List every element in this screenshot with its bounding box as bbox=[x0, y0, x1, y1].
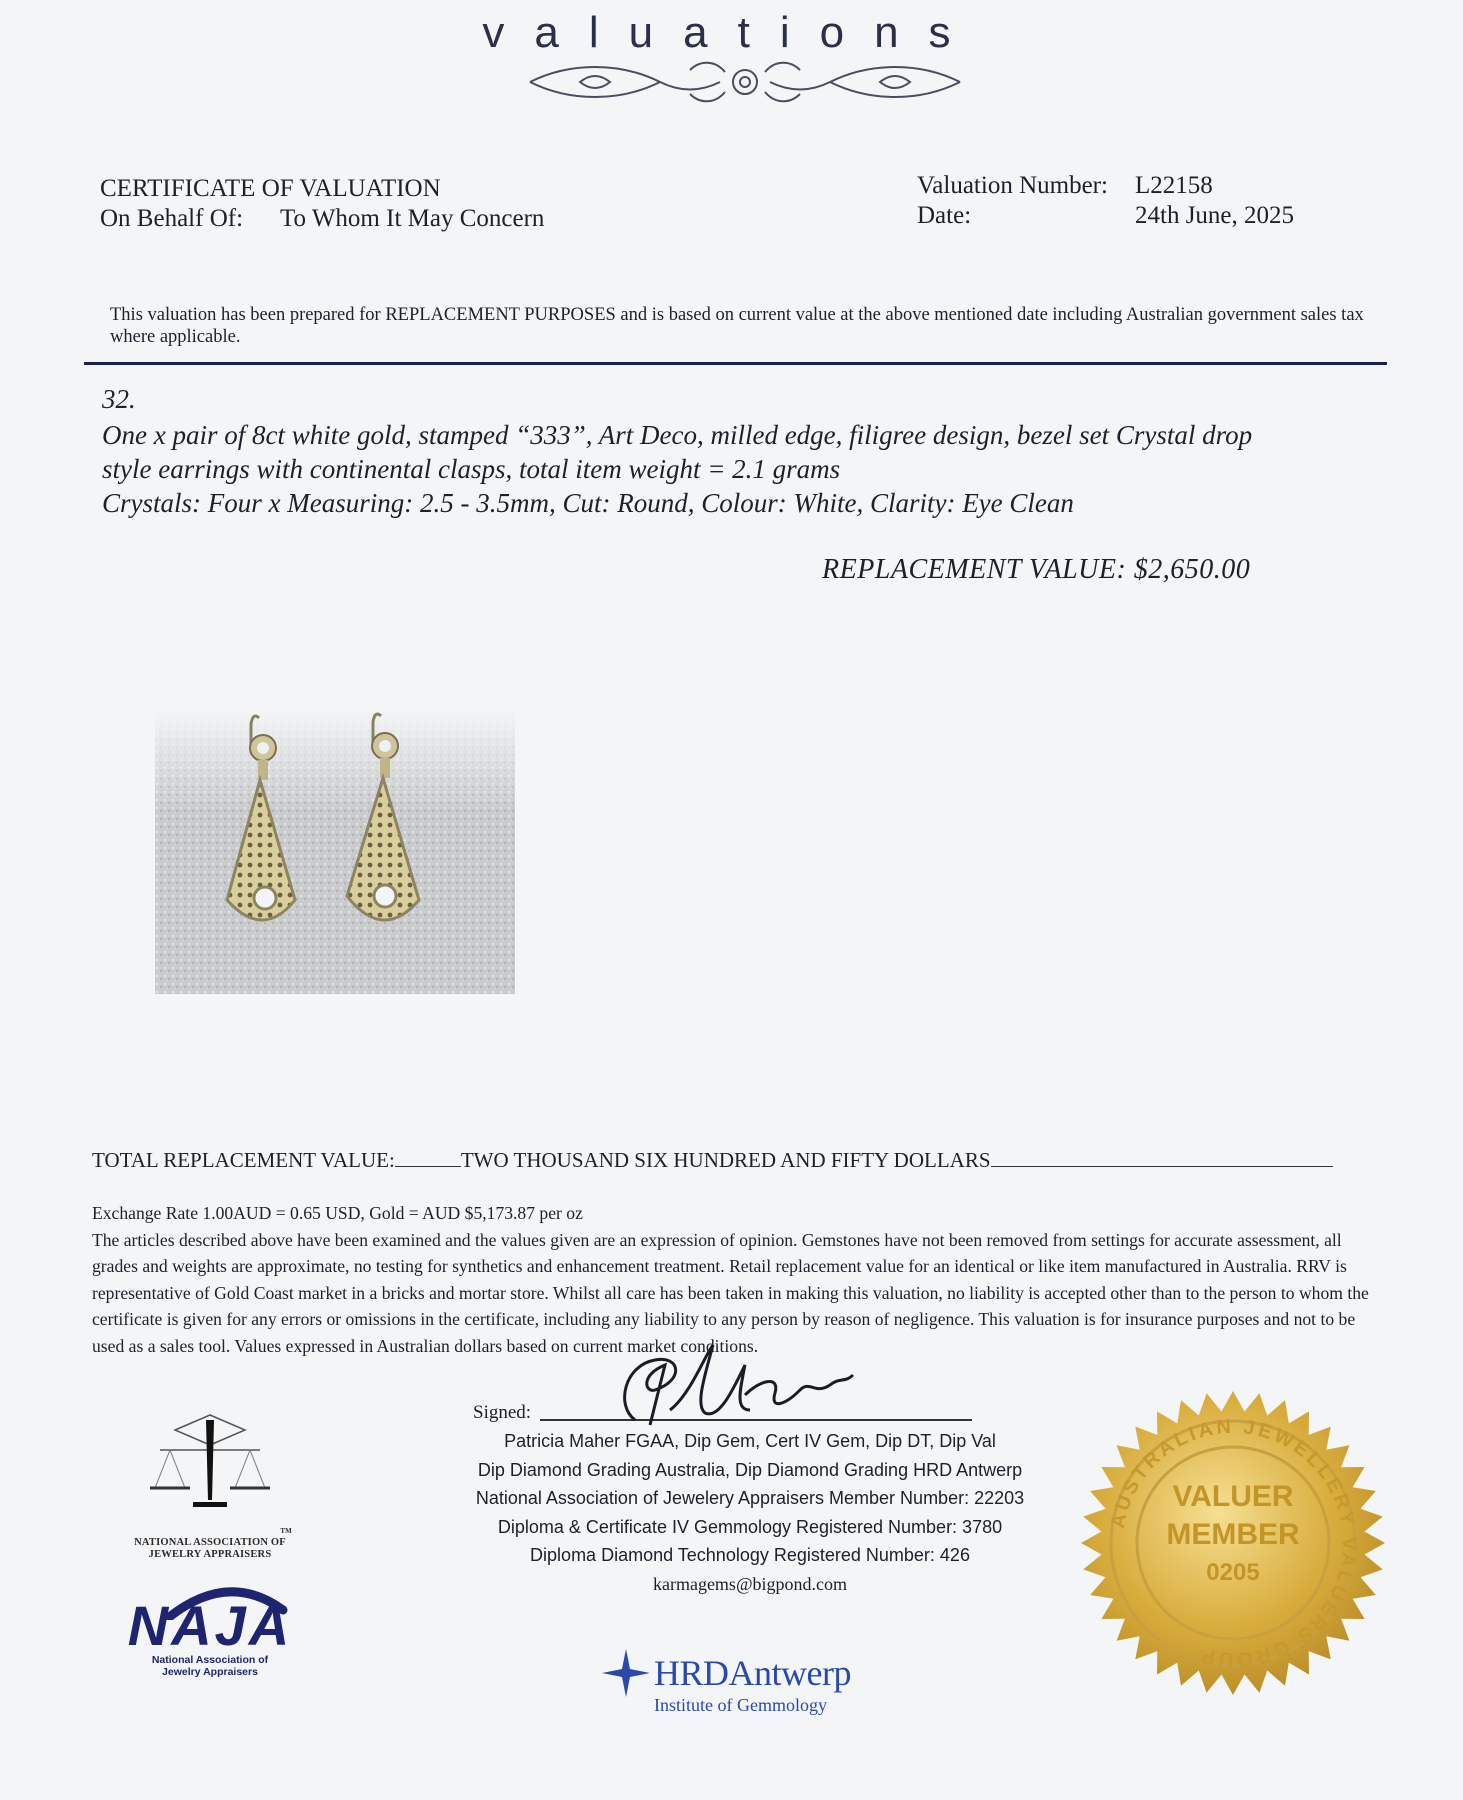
naja-sub-line-1: National Association of bbox=[151, 1654, 269, 1666]
replacement-value: REPLACEMENT VALUE: $2,650.00 bbox=[822, 554, 1251, 585]
purpose-statement: This valuation has been prepared for REPLACEMENT PURPOSES and is based on current value at the above mentioned date including Australian government sales tax where applicable. bbox=[110, 305, 1364, 347]
date-value: 24th June, 2025 bbox=[1135, 202, 1295, 229]
naja-trademark: TM bbox=[280, 1527, 292, 1535]
certificate-title: CERTIFICATE OF VALUATION bbox=[100, 175, 441, 202]
total-words: TWO THOUSAND SIX HUNDRED AND FIFTY DOLLARS bbox=[460, 1148, 991, 1172]
handwritten-signature-icon bbox=[595, 1335, 895, 1435]
seal-line-2: MEMBER bbox=[1166, 1518, 1300, 1551]
credential-line-3: National Association of Jewelery Appraisers Member Number: 22203 bbox=[475, 1488, 1025, 1508]
credential-line-1: Patricia Maher FGAA, Dip Gem, Cert IV Gem, Dip DT, Dip Val bbox=[504, 1431, 996, 1451]
brand-wordmark: valuations bbox=[482, 8, 981, 57]
disclaimer-text: The articles described above have been examined and the values given are an expression of opinion. Gemstones have not been removed from settings for accurate assessment, all grades and weights are approximate, no testing for synthetics and enhancement treatment. Retail replacement value for an identical or like item manufactured in Australia. RRV is representative of Gold Coast market in a bricks and mortar store. Whilst all care has been taken in making this valuation, no liability is accepted other than to the person to whom the certificate is given for any errors or omissions in the certificate, including any liability to any person by reason of negligence. This valuation is for insurance purposes and not to be used as a sales tool. Values expressed in Australian dollars based on current market conditions. bbox=[92, 1229, 1369, 1356]
contact-email: karmagems@bigpond.com bbox=[652, 1573, 848, 1594]
on-behalf-label: On Behalf Of: bbox=[100, 205, 244, 232]
header-divider bbox=[84, 362, 1387, 365]
valuation-number-label: Valuation Number: bbox=[917, 172, 1108, 199]
naja-caption-line-1: NATIONAL ASSOCIATION OF bbox=[134, 1537, 286, 1548]
valuer-member-seal-icon bbox=[1078, 1388, 1388, 1698]
certificate-header-right bbox=[917, 171, 1294, 231]
seal-line-1: VALUER bbox=[1172, 1480, 1294, 1513]
naja-wordmark: NAJA bbox=[127, 1594, 293, 1657]
on-behalf-value: To Whom It May Concern bbox=[280, 205, 545, 232]
naja-scale-logo bbox=[110, 1410, 310, 1561]
seal-ring-text: AUSTRALIAN JEWELLERY VALUERS GROUP bbox=[1106, 1415, 1361, 1671]
date-label: Date: bbox=[917, 202, 972, 229]
description-line-1: One x pair of 8ct white gold, stamped “333”, Art Deco, milled edge, filigree design, bezel set Crystal drop bbox=[102, 420, 1253, 450]
on-behalf-row bbox=[100, 204, 544, 234]
valuation-number: L22158 bbox=[1135, 172, 1213, 199]
date-row bbox=[917, 201, 1294, 231]
description-line-3: Crystals: Four x Measuring: 2.5 - 3.5mm, Cut: Round, Colour: White, Clarity: Eye Clean bbox=[102, 488, 1074, 518]
naja-caption-line-2: JEWELRY APPRAISERS bbox=[148, 1549, 272, 1560]
signed-label: Signed: bbox=[473, 1402, 532, 1423]
exchange-rate: Exchange Rate 1.00AUD = 0.65 USD, Gold = AUD $5,173.87 per oz bbox=[92, 1203, 583, 1223]
credential-line-2: Dip Diamond Grading Australia, Dip Diamond Grading HRD Antwerp bbox=[477, 1459, 1023, 1480]
item-description bbox=[102, 418, 1402, 520]
naja-word-logo bbox=[110, 1580, 310, 1678]
star-sparkle-icon bbox=[598, 1645, 654, 1701]
total-label: TOTAL REPLACEMENT VALUE: bbox=[92, 1148, 395, 1172]
hrd-name: HRDAntwerp bbox=[654, 1653, 851, 1693]
hrd-antwerp-logo bbox=[598, 1645, 851, 1716]
naja-arc-icon bbox=[158, 1580, 288, 1620]
flourish-ornament-icon bbox=[510, 56, 980, 108]
credential-line-5: Diploma Diamond Technology Registered Number: 426 bbox=[530, 1545, 970, 1565]
hrd-subtitle: Institute of Gemmology bbox=[654, 1695, 827, 1715]
credential-line-4: Diploma & Certificate IV Gemmology Registered Number: 3780 bbox=[497, 1516, 1003, 1537]
description-line-2: style earrings with continental clasps, total item weight = 2.1 grams bbox=[102, 454, 841, 484]
valuation-number-row bbox=[917, 171, 1294, 201]
certificate-header-left bbox=[100, 174, 544, 234]
total-replacement-row bbox=[92, 1148, 1386, 1173]
item-number: 32. bbox=[102, 384, 136, 414]
seal-number: 0205 bbox=[1206, 1559, 1260, 1586]
naja-sub-line-2: Jewelry Appraisers bbox=[162, 1666, 258, 1678]
earrings-photo bbox=[155, 710, 515, 994]
appraiser-credentials bbox=[400, 1427, 1100, 1598]
scales-icon bbox=[145, 1410, 275, 1520]
